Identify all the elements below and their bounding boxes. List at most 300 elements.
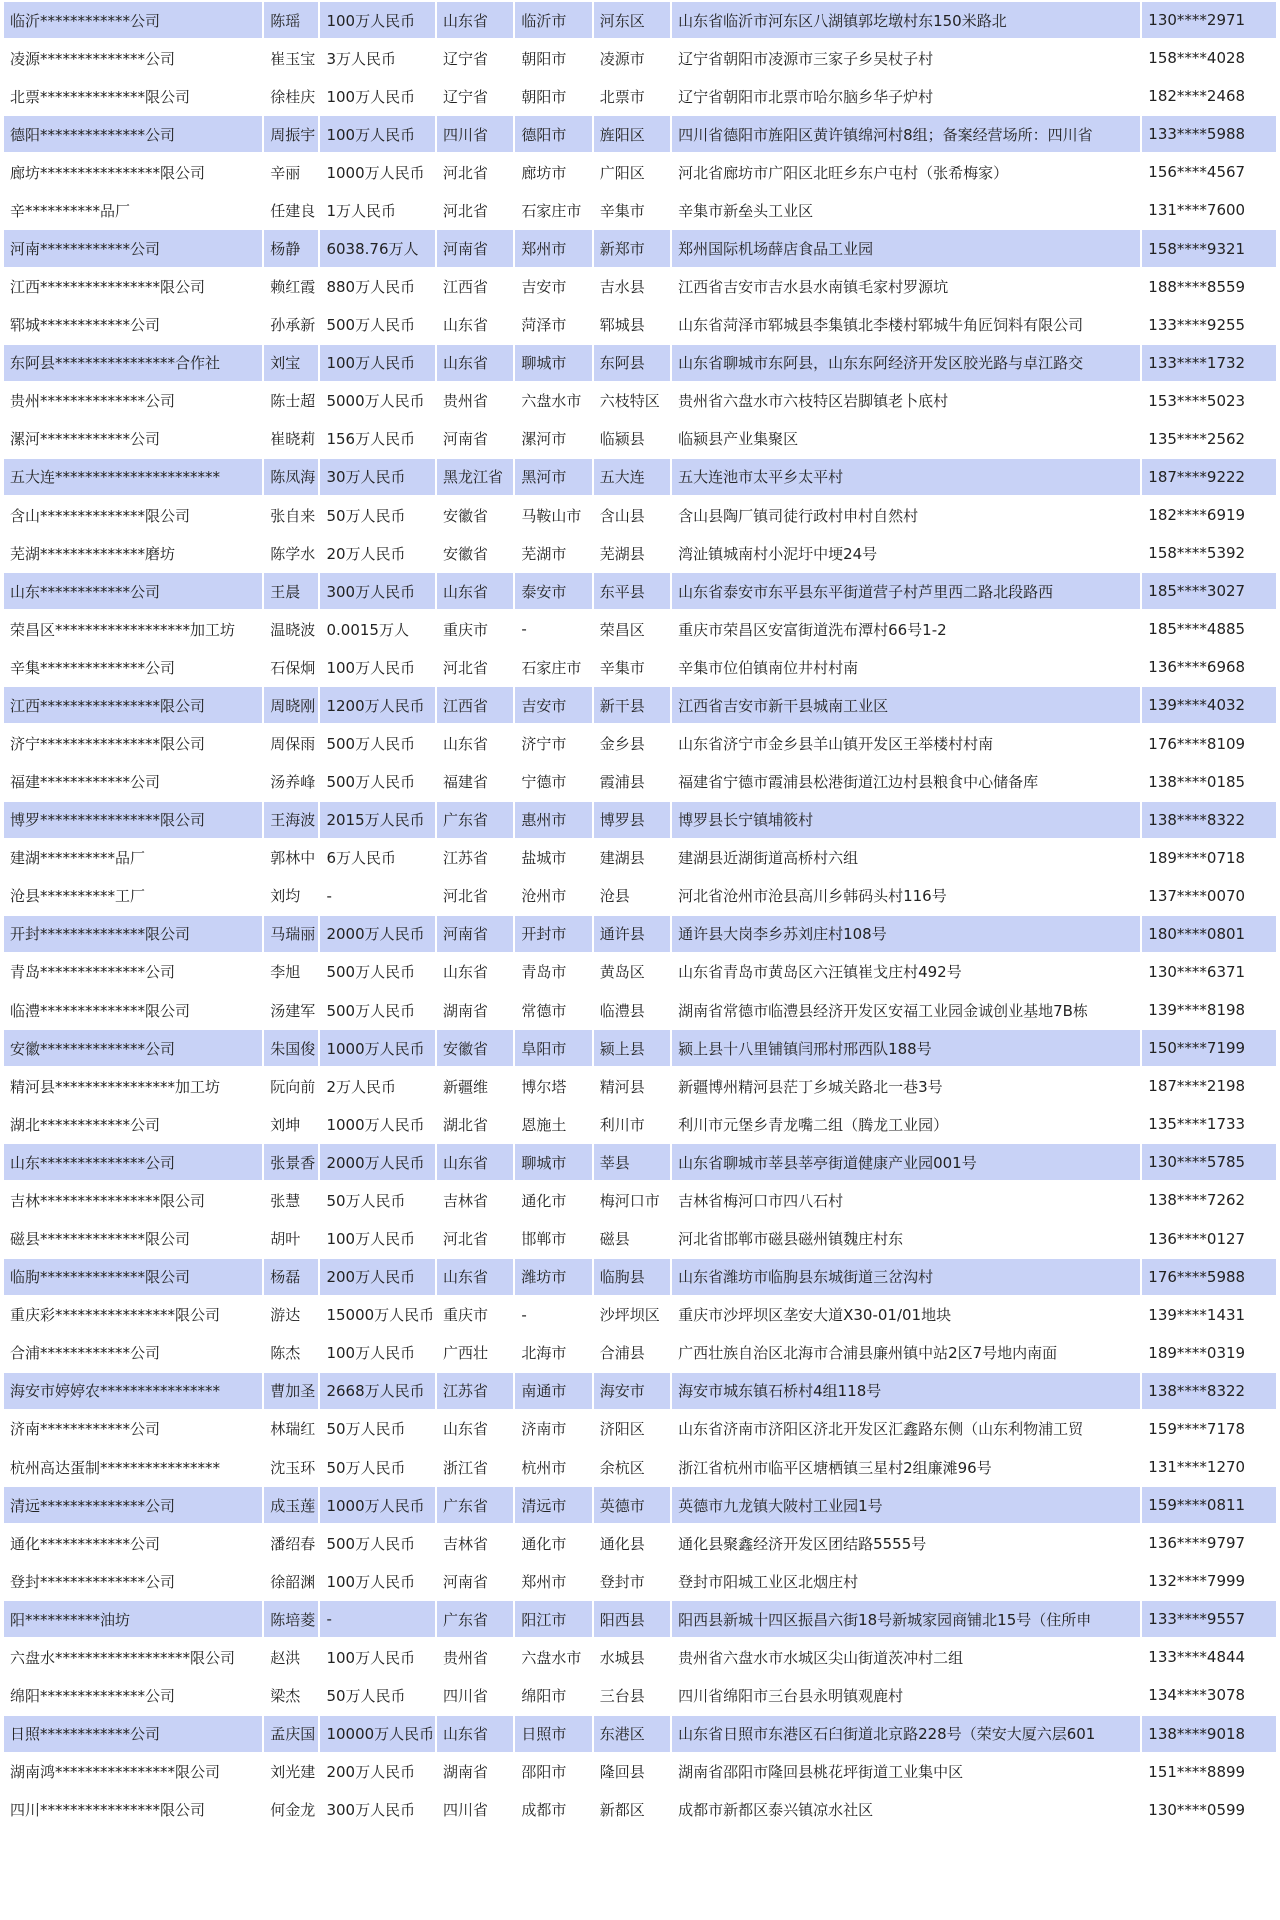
legal-rep-cell: 崔晓莉 bbox=[264, 421, 318, 457]
company-name-cell: 通化************公司 bbox=[4, 1525, 262, 1561]
address-cell: 临颍县产业集聚区 bbox=[672, 421, 1140, 457]
phone-cell: 137****0070 bbox=[1142, 878, 1276, 914]
registered-capital-cell: 5000万人民币 bbox=[320, 383, 435, 419]
table-row bbox=[4, 954, 1276, 990]
address-cell: 浙江省杭州市临平区塘栖镇三星村2组廉滩96号 bbox=[672, 1449, 1140, 1485]
phone-cell: 133****4844 bbox=[1142, 1639, 1276, 1675]
phone-cell: 158****5392 bbox=[1142, 535, 1276, 571]
district-cell: 新干县 bbox=[594, 687, 670, 723]
registered-capital-cell: 0.0015万人 bbox=[320, 611, 435, 647]
registered-capital-cell: 500万人民币 bbox=[320, 307, 435, 343]
district-cell: 金乡县 bbox=[594, 725, 670, 761]
province-cell: 浙江省 bbox=[437, 1449, 513, 1485]
phone-cell: 139****1431 bbox=[1142, 1297, 1276, 1333]
phone-cell: 151****8899 bbox=[1142, 1754, 1276, 1790]
district-cell: 阳西县 bbox=[594, 1601, 670, 1637]
province-cell: 广东省 bbox=[437, 802, 513, 838]
registered-capital-cell: 6038.76万人 bbox=[320, 230, 435, 266]
table-row bbox=[4, 1525, 1276, 1561]
phone-cell: 136****9797 bbox=[1142, 1525, 1276, 1561]
table-row bbox=[4, 307, 1276, 343]
phone-cell: 130****2971 bbox=[1142, 2, 1276, 38]
address-cell: 辛集市位伯镇南位井村村南 bbox=[672, 649, 1140, 685]
legal-rep-cell: 张景香 bbox=[264, 1144, 318, 1180]
district-cell: 水城县 bbox=[594, 1639, 670, 1675]
company-name-cell: 建湖**********品厂 bbox=[4, 840, 262, 876]
city-cell: 郑州市 bbox=[515, 230, 591, 266]
district-cell: 荣昌区 bbox=[594, 611, 670, 647]
registered-capital-cell: 50万人民币 bbox=[320, 1411, 435, 1447]
address-cell: 山东省泰安市东平县东平街道营子村芦里西二路北段路西 bbox=[672, 573, 1140, 609]
address-cell: 建湖县近湖街道高桥村六组 bbox=[672, 840, 1140, 876]
district-cell: 临朐县 bbox=[594, 1259, 670, 1295]
address-cell: 含山县陶厂镇司徒行政村申村自然村 bbox=[672, 497, 1140, 533]
legal-rep-cell: 辛丽 bbox=[264, 154, 318, 190]
city-cell: 邵阳市 bbox=[515, 1754, 591, 1790]
legal-rep-cell: 林瑞红 bbox=[264, 1411, 318, 1447]
province-cell: 河北省 bbox=[437, 649, 513, 685]
phone-cell: 133****1732 bbox=[1142, 345, 1276, 381]
phone-cell: 138****8322 bbox=[1142, 802, 1276, 838]
table-row bbox=[4, 1716, 1276, 1752]
district-cell: 辛集市 bbox=[594, 192, 670, 228]
legal-rep-cell: 李旭 bbox=[264, 954, 318, 990]
table-row bbox=[4, 1487, 1276, 1523]
table-row bbox=[4, 687, 1276, 723]
city-cell: 日照市 bbox=[515, 1716, 591, 1752]
legal-rep-cell: 陈瑶 bbox=[264, 2, 318, 38]
district-cell: 精河县 bbox=[594, 1068, 670, 1104]
registered-capital-cell: 2000万人民币 bbox=[320, 1144, 435, 1180]
company-name-cell: 青岛**************公司 bbox=[4, 954, 262, 990]
city-cell: 德阳市 bbox=[515, 116, 591, 152]
company-name-cell: 清远**************公司 bbox=[4, 1487, 262, 1523]
table-row bbox=[4, 649, 1276, 685]
province-cell: 广东省 bbox=[437, 1601, 513, 1637]
city-cell: 廊坊市 bbox=[515, 154, 591, 190]
city-cell: 菏泽市 bbox=[515, 307, 591, 343]
company-name-cell: 重庆彩****************限公司 bbox=[4, 1297, 262, 1333]
phone-cell: 136****0127 bbox=[1142, 1221, 1276, 1257]
city-cell: 郑州市 bbox=[515, 1563, 591, 1599]
registered-capital-cell: 100万人民币 bbox=[320, 1639, 435, 1675]
city-cell: 漯河市 bbox=[515, 421, 591, 457]
registered-capital-cell: 100万人民币 bbox=[320, 78, 435, 114]
table-row bbox=[4, 1106, 1276, 1142]
company-name-cell: 海安市婷婷农**************** bbox=[4, 1373, 262, 1409]
table-row bbox=[4, 1297, 1276, 1333]
phone-cell: 130****0599 bbox=[1142, 1792, 1276, 1828]
city-cell: 杭州市 bbox=[515, 1449, 591, 1485]
district-cell: 东阿县 bbox=[594, 345, 670, 381]
district-cell: 河东区 bbox=[594, 2, 670, 38]
company-name-cell: 合浦************公司 bbox=[4, 1335, 262, 1371]
legal-rep-cell: 马瑞丽 bbox=[264, 916, 318, 952]
city-cell: 黑河市 bbox=[515, 459, 591, 495]
phone-cell: 132****7999 bbox=[1142, 1563, 1276, 1599]
registered-capital-cell: 100万人民币 bbox=[320, 2, 435, 38]
province-cell: 安徽省 bbox=[437, 497, 513, 533]
address-cell: 辽宁省朝阳市北票市哈尔脑乡华子炉村 bbox=[672, 78, 1140, 114]
company-name-cell: 济南************公司 bbox=[4, 1411, 262, 1447]
company-name-cell: 郓城************公司 bbox=[4, 307, 262, 343]
district-cell: 临颍县 bbox=[594, 421, 670, 457]
phone-cell: 185****3027 bbox=[1142, 573, 1276, 609]
company-name-cell: 廊坊****************限公司 bbox=[4, 154, 262, 190]
legal-rep-cell: 阮向前 bbox=[264, 1068, 318, 1104]
company-name-cell: 安徽**************公司 bbox=[4, 1030, 262, 1066]
registered-capital-cell: 1000万人民币 bbox=[320, 1487, 435, 1523]
legal-rep-cell: 曹加圣 bbox=[264, 1373, 318, 1409]
registered-capital-cell: 156万人民币 bbox=[320, 421, 435, 457]
legal-rep-cell: 沈玉环 bbox=[264, 1449, 318, 1485]
city-cell: 宁德市 bbox=[515, 764, 591, 800]
city-cell: 成都市 bbox=[515, 1792, 591, 1828]
province-cell: 辽宁省 bbox=[437, 40, 513, 76]
province-cell: 广西壮 bbox=[437, 1335, 513, 1371]
city-cell: - bbox=[515, 611, 591, 647]
table-row bbox=[4, 1792, 1276, 1828]
table-row bbox=[4, 116, 1276, 152]
province-cell: 河南省 bbox=[437, 230, 513, 266]
company-name-cell: 博罗****************限公司 bbox=[4, 802, 262, 838]
province-cell: 山东省 bbox=[437, 1144, 513, 1180]
province-cell: 山东省 bbox=[437, 345, 513, 381]
table-row bbox=[4, 1068, 1276, 1104]
table-row bbox=[4, 1411, 1276, 1447]
phone-cell: 136****6968 bbox=[1142, 649, 1276, 685]
registered-capital-cell: 15000万人民币 bbox=[320, 1297, 435, 1333]
address-cell: 山东省聊城市东阿县，山东东阿经济开发区胶光路与卓江路交 bbox=[672, 345, 1140, 381]
city-cell: 邯郸市 bbox=[515, 1221, 591, 1257]
legal-rep-cell: 陈学水 bbox=[264, 535, 318, 571]
province-cell: 重庆市 bbox=[437, 611, 513, 647]
phone-cell: 176****5988 bbox=[1142, 1259, 1276, 1295]
company-name-cell: 山东**************公司 bbox=[4, 1144, 262, 1180]
phone-cell: 182****6919 bbox=[1142, 497, 1276, 533]
province-cell: 河北省 bbox=[437, 1221, 513, 1257]
phone-cell: 131****1270 bbox=[1142, 1449, 1276, 1485]
registered-capital-cell: 1万人民币 bbox=[320, 192, 435, 228]
address-cell: 辽宁省朝阳市凌源市三家子乡吴杖子村 bbox=[672, 40, 1140, 76]
city-cell: 通化市 bbox=[515, 1182, 591, 1218]
address-cell: 通化县聚鑫经济开发区团结路5555号 bbox=[672, 1525, 1140, 1561]
city-cell: 临沂市 bbox=[515, 2, 591, 38]
registered-capital-cell: 200万人民币 bbox=[320, 1259, 435, 1295]
legal-rep-cell: 赵洪 bbox=[264, 1639, 318, 1675]
address-cell: 通许县大岗李乡苏刘庄村108号 bbox=[672, 916, 1140, 952]
district-cell: 广阳区 bbox=[594, 154, 670, 190]
address-cell: 河北省廊坊市广阳区北旺乡东户屯村（张希梅家） bbox=[672, 154, 1140, 190]
legal-rep-cell: 刘坤 bbox=[264, 1106, 318, 1142]
district-cell: 建湖县 bbox=[594, 840, 670, 876]
phone-cell: 188****8559 bbox=[1142, 269, 1276, 305]
city-cell: 恩施土 bbox=[515, 1106, 591, 1142]
district-cell: 登封市 bbox=[594, 1563, 670, 1599]
company-name-cell: 沧县**********工厂 bbox=[4, 878, 262, 914]
address-cell: 河北省邯郸市磁县磁州镇魏庄村东 bbox=[672, 1221, 1140, 1257]
phone-cell: 138****8322 bbox=[1142, 1373, 1276, 1409]
table-row bbox=[4, 802, 1276, 838]
legal-rep-cell: 温晓波 bbox=[264, 611, 318, 647]
address-cell: 山东省青岛市黄岛区六汪镇崔戈庄村492号 bbox=[672, 954, 1140, 990]
district-cell: 济阳区 bbox=[594, 1411, 670, 1447]
address-cell: 重庆市沙坪坝区垄安大道X30-01/01地块 bbox=[672, 1297, 1140, 1333]
table-row bbox=[4, 40, 1276, 76]
address-cell: 英德市九龙镇大陂村工业园1号 bbox=[672, 1487, 1140, 1523]
address-cell: 利川市元堡乡青龙嘴二组（腾龙工业园） bbox=[672, 1106, 1140, 1142]
registered-capital-cell: 50万人民币 bbox=[320, 1182, 435, 1218]
legal-rep-cell: 梁杰 bbox=[264, 1677, 318, 1713]
province-cell: 湖北省 bbox=[437, 1106, 513, 1142]
city-cell: 开封市 bbox=[515, 916, 591, 952]
table-row bbox=[4, 154, 1276, 190]
registered-capital-cell: 1000万人民币 bbox=[320, 1030, 435, 1066]
district-cell: 辛集市 bbox=[594, 649, 670, 685]
company-name-cell: 五大连********************** bbox=[4, 459, 262, 495]
registered-capital-cell: 6万人民币 bbox=[320, 840, 435, 876]
province-cell: 福建省 bbox=[437, 764, 513, 800]
city-cell: 吉安市 bbox=[515, 269, 591, 305]
address-cell: 河北省沧州市沧县高川乡韩码头村116号 bbox=[672, 878, 1140, 914]
district-cell: 利川市 bbox=[594, 1106, 670, 1142]
address-cell: 湖南省邵阳市隆回县桃花坪街道工业集中区 bbox=[672, 1754, 1140, 1790]
company-name-cell: 六盘水******************限公司 bbox=[4, 1639, 262, 1675]
district-cell: 海安市 bbox=[594, 1373, 670, 1409]
legal-rep-cell: 刘均 bbox=[264, 878, 318, 914]
district-cell: 英德市 bbox=[594, 1487, 670, 1523]
city-cell: 沧州市 bbox=[515, 878, 591, 914]
company-name-cell: 日照************公司 bbox=[4, 1716, 262, 1752]
registered-capital-cell: 100万人民币 bbox=[320, 1221, 435, 1257]
registered-capital-cell: 2万人民币 bbox=[320, 1068, 435, 1104]
city-cell: - bbox=[515, 1297, 591, 1333]
address-cell: 贵州省六盘水市水城区尖山街道茨冲村二组 bbox=[672, 1639, 1140, 1675]
phone-cell: 134****3078 bbox=[1142, 1677, 1276, 1713]
phone-cell: 189****0319 bbox=[1142, 1335, 1276, 1371]
legal-rep-cell: 王海波 bbox=[264, 802, 318, 838]
province-cell: 新疆维 bbox=[437, 1068, 513, 1104]
phone-cell: 156****4567 bbox=[1142, 154, 1276, 190]
city-cell: 聊城市 bbox=[515, 1144, 591, 1180]
phone-cell: 159****0811 bbox=[1142, 1487, 1276, 1523]
table-row bbox=[4, 230, 1276, 266]
district-cell: 黄岛区 bbox=[594, 954, 670, 990]
table-row bbox=[4, 1182, 1276, 1218]
company-name-cell: 四川****************限公司 bbox=[4, 1792, 262, 1828]
legal-rep-cell: 赖红霞 bbox=[264, 269, 318, 305]
legal-rep-cell: 游达 bbox=[264, 1297, 318, 1333]
company-name-cell: 河南************公司 bbox=[4, 230, 262, 266]
address-cell: 广西壮族自治区北海市合浦县廉州镇中站2区7号地内南面 bbox=[672, 1335, 1140, 1371]
city-cell: 博尔塔 bbox=[515, 1068, 591, 1104]
province-cell: 安徽省 bbox=[437, 1030, 513, 1066]
legal-rep-cell: 崔玉宝 bbox=[264, 40, 318, 76]
legal-rep-cell: 陈杰 bbox=[264, 1335, 318, 1371]
table-row bbox=[4, 1259, 1276, 1295]
company-name-cell: 凌源**************公司 bbox=[4, 40, 262, 76]
phone-cell: 139****4032 bbox=[1142, 687, 1276, 723]
address-cell: 博罗县长宁镇埔筱村 bbox=[672, 802, 1140, 838]
district-cell: 六枝特区 bbox=[594, 383, 670, 419]
registered-capital-cell: 300万人民币 bbox=[320, 573, 435, 609]
phone-cell: 187****9222 bbox=[1142, 459, 1276, 495]
company-name-cell: 芜湖**************磨坊 bbox=[4, 535, 262, 571]
registered-capital-cell: 500万人民币 bbox=[320, 764, 435, 800]
company-name-cell: 登封**************公司 bbox=[4, 1563, 262, 1599]
company-name-cell: 磁县**************限公司 bbox=[4, 1221, 262, 1257]
city-cell: 马鞍山市 bbox=[515, 497, 591, 533]
province-cell: 山东省 bbox=[437, 1259, 513, 1295]
table-row bbox=[4, 1639, 1276, 1675]
district-cell: 通化县 bbox=[594, 1525, 670, 1561]
district-cell: 旌阳区 bbox=[594, 116, 670, 152]
district-cell: 霞浦县 bbox=[594, 764, 670, 800]
company-name-cell: 临朐**************限公司 bbox=[4, 1259, 262, 1295]
legal-rep-cell: 陈凤海 bbox=[264, 459, 318, 495]
district-cell: 五大连 bbox=[594, 459, 670, 495]
province-cell: 吉林省 bbox=[437, 1182, 513, 1218]
district-cell: 新郑市 bbox=[594, 230, 670, 266]
table-row bbox=[4, 78, 1276, 114]
registered-capital-cell: 100万人民币 bbox=[320, 1563, 435, 1599]
city-cell: 济宁市 bbox=[515, 725, 591, 761]
province-cell: 山东省 bbox=[437, 1411, 513, 1447]
province-cell: 四川省 bbox=[437, 1677, 513, 1713]
province-cell: 河南省 bbox=[437, 916, 513, 952]
company-name-cell: 阳**********油坊 bbox=[4, 1601, 262, 1637]
province-cell: 贵州省 bbox=[437, 1639, 513, 1675]
phone-cell: 133****5988 bbox=[1142, 116, 1276, 152]
table-row bbox=[4, 840, 1276, 876]
legal-rep-cell: 杨静 bbox=[264, 230, 318, 266]
company-name-cell: 江西****************限公司 bbox=[4, 687, 262, 723]
district-cell: 博罗县 bbox=[594, 802, 670, 838]
table-row bbox=[4, 345, 1276, 381]
legal-rep-cell: 周振宇 bbox=[264, 116, 318, 152]
city-cell: 通化市 bbox=[515, 1525, 591, 1561]
company-name-cell: 临澧**************限公司 bbox=[4, 992, 262, 1028]
phone-cell: 182****2468 bbox=[1142, 78, 1276, 114]
district-cell: 余杭区 bbox=[594, 1449, 670, 1485]
registered-capital-cell: 1200万人民币 bbox=[320, 687, 435, 723]
city-cell: 阳江市 bbox=[515, 1601, 591, 1637]
city-cell: 常德市 bbox=[515, 992, 591, 1028]
legal-rep-cell: 孙承新 bbox=[264, 307, 318, 343]
address-cell: 阳西县新城十四区振昌六街18号新城家园商铺北15号（住所申 bbox=[672, 1601, 1140, 1637]
table-row bbox=[4, 1030, 1276, 1066]
company-name-cell: 含山**************限公司 bbox=[4, 497, 262, 533]
city-cell: 泰安市 bbox=[515, 573, 591, 609]
address-cell: 新疆博州精河县茫丁乡城关路北一巷3号 bbox=[672, 1068, 1140, 1104]
province-cell: 河北省 bbox=[437, 154, 513, 190]
legal-rep-cell: 徐桂庆 bbox=[264, 78, 318, 114]
address-cell: 吉林省梅河口市四八石村 bbox=[672, 1182, 1140, 1218]
address-cell: 山东省济南市济阳区济北开发区汇鑫路东侧（山东利物浦工贸 bbox=[672, 1411, 1140, 1447]
registered-capital-cell: 1000万人民币 bbox=[320, 154, 435, 190]
legal-rep-cell: 陈培菱 bbox=[264, 1601, 318, 1637]
city-cell: 聊城市 bbox=[515, 345, 591, 381]
table-row bbox=[4, 535, 1276, 571]
table-row bbox=[4, 2, 1276, 38]
company-name-cell: 贵州**************公司 bbox=[4, 383, 262, 419]
address-cell: 山东省济宁市金乡县羊山镇开发区王举楼村村南 bbox=[672, 725, 1140, 761]
address-cell: 山东省临沂市河东区八湖镇郭圪墩村东150米路北 bbox=[672, 2, 1140, 38]
address-cell: 颍上县十八里铺镇闫邢村邢西队188号 bbox=[672, 1030, 1140, 1066]
phone-cell: 189****0718 bbox=[1142, 840, 1276, 876]
registered-capital-cell: 500万人民币 bbox=[320, 1525, 435, 1561]
province-cell: 贵州省 bbox=[437, 383, 513, 419]
legal-rep-cell: 何金龙 bbox=[264, 1792, 318, 1828]
district-cell: 合浦县 bbox=[594, 1335, 670, 1371]
phone-cell: 185****4885 bbox=[1142, 611, 1276, 647]
registered-capital-cell: - bbox=[320, 1601, 435, 1637]
district-cell: 沧县 bbox=[594, 878, 670, 914]
address-cell: 成都市新都区泰兴镇凉水社区 bbox=[672, 1792, 1140, 1828]
registered-capital-cell: 500万人民币 bbox=[320, 992, 435, 1028]
phone-cell: 133****9557 bbox=[1142, 1601, 1276, 1637]
table-row bbox=[4, 383, 1276, 419]
address-cell: 江西省吉安市吉水县水南镇毛家村罗源坑 bbox=[672, 269, 1140, 305]
registered-capital-cell: 880万人民币 bbox=[320, 269, 435, 305]
phone-cell: 153****5023 bbox=[1142, 383, 1276, 419]
legal-rep-cell: 成玉莲 bbox=[264, 1487, 318, 1523]
legal-rep-cell: 刘光建 bbox=[264, 1754, 318, 1790]
district-cell: 东平县 bbox=[594, 573, 670, 609]
province-cell: 河南省 bbox=[437, 1563, 513, 1599]
city-cell: 潍坊市 bbox=[515, 1259, 591, 1295]
registered-capital-cell: 200万人民币 bbox=[320, 1754, 435, 1790]
province-cell: 山东省 bbox=[437, 725, 513, 761]
table-row bbox=[4, 1144, 1276, 1180]
legal-rep-cell: 杨磊 bbox=[264, 1259, 318, 1295]
legal-rep-cell: 胡叶 bbox=[264, 1221, 318, 1257]
district-cell: 梅河口市 bbox=[594, 1182, 670, 1218]
city-cell: 吉安市 bbox=[515, 687, 591, 723]
district-cell: 吉水县 bbox=[594, 269, 670, 305]
phone-cell: 138****9018 bbox=[1142, 1716, 1276, 1752]
table-row bbox=[4, 1449, 1276, 1485]
legal-rep-cell: 陈士超 bbox=[264, 383, 318, 419]
company-name-cell: 湖北************公司 bbox=[4, 1106, 262, 1142]
province-cell: 重庆市 bbox=[437, 1297, 513, 1333]
province-cell: 湖南省 bbox=[437, 1754, 513, 1790]
registered-capital-cell: 50万人民币 bbox=[320, 1677, 435, 1713]
registered-capital-cell: 20万人民币 bbox=[320, 535, 435, 571]
city-cell: 盐城市 bbox=[515, 840, 591, 876]
province-cell: 山东省 bbox=[437, 573, 513, 609]
phone-cell: 158****4028 bbox=[1142, 40, 1276, 76]
phone-cell: 150****7199 bbox=[1142, 1030, 1276, 1066]
table-row bbox=[4, 192, 1276, 228]
registered-capital-cell: 3万人民币 bbox=[320, 40, 435, 76]
phone-cell: 180****0801 bbox=[1142, 916, 1276, 952]
registered-capital-cell: 100万人民币 bbox=[320, 116, 435, 152]
phone-cell: 130****5785 bbox=[1142, 1144, 1276, 1180]
city-cell: 清远市 bbox=[515, 1487, 591, 1523]
registered-capital-cell: 50万人民币 bbox=[320, 497, 435, 533]
phone-cell: 133****9255 bbox=[1142, 307, 1276, 343]
address-cell: 贵州省六盘水市六枝特区岩脚镇老卜底村 bbox=[672, 383, 1140, 419]
company-name-cell: 湖南鸿****************限公司 bbox=[4, 1754, 262, 1790]
address-cell: 福建省宁德市霞浦县松港街道江边村县粮食中心储备库 bbox=[672, 764, 1140, 800]
phone-cell: 138****7262 bbox=[1142, 1182, 1276, 1218]
company-name-cell: 北票**************限公司 bbox=[4, 78, 262, 114]
province-cell: 山东省 bbox=[437, 2, 513, 38]
phone-cell: 135****2562 bbox=[1142, 421, 1276, 457]
address-cell: 重庆市荣昌区安富街道洗布潭村66号1-2 bbox=[672, 611, 1140, 647]
registered-capital-cell: 2015万人民币 bbox=[320, 802, 435, 838]
